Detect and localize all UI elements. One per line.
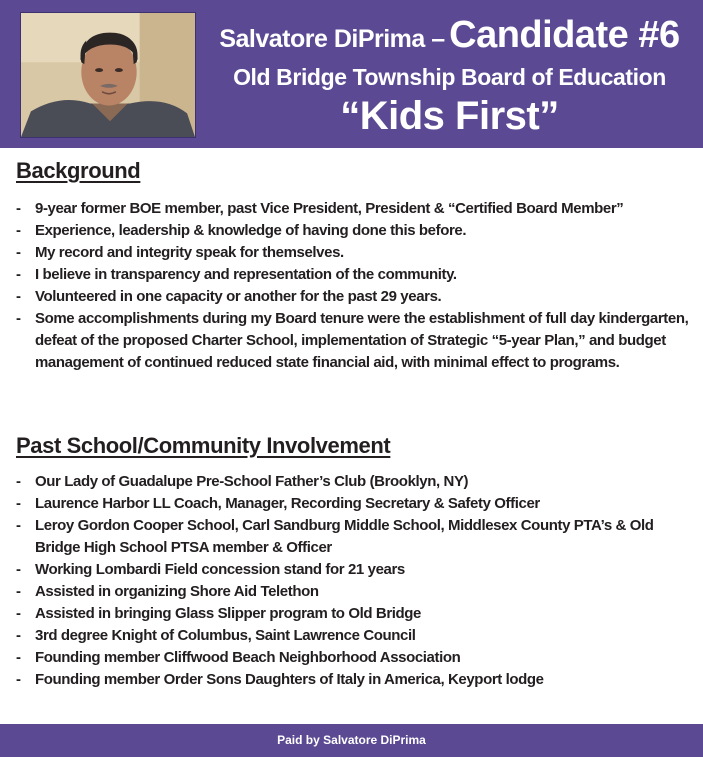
candidate-portrait-image: [21, 13, 195, 137]
header-banner: [0, 0, 703, 148]
background-heading: Background: [16, 158, 141, 183]
list-item: - Working Lombardi Field concession stand for 21 years: [16, 559, 702, 581]
list-item: - Volunteered in one capacity or another for the past 29 years.: [16, 286, 702, 308]
paid-by-notice: Paid by Salvatore DiPrima: [277, 733, 426, 747]
background-list: [16, 198, 702, 374]
candidate-photo: [20, 12, 196, 138]
board-name: Old Bridge Township Board of Education: [233, 64, 666, 90]
list-item: - 3rd degree Knight of Columbus, Saint Lawrence Council: [16, 625, 702, 647]
list-item: - Assisted in bringing Glass Slipper program to Old Bridge: [16, 603, 702, 625]
list-item: - I believe in transparency and representation of the community.: [16, 264, 702, 286]
list-item: - Laurence Harbor LL Coach, Manager, Recording Secretary & Safety Officer: [16, 493, 702, 515]
list-item: - Some accomplishments during my Board tenure were the establishment of full day kindergarten, defeat of the proposed Charter School, implementation of Strategic “5-year Plan,” and budget management of continued reduced state financial aid, with minimal effect to programs.: [16, 308, 702, 374]
list-item: - Assisted in organizing Shore Aid Telethon: [16, 581, 702, 603]
list-item: - Founding member Cliffwood Beach Neighborhood Association: [16, 647, 702, 669]
involvement-list: [16, 471, 702, 691]
header-line-name: [196, 14, 703, 57]
list-item: - Leroy Gordon Cooper School, Carl Sandburg Middle School, Middlesex County PTA’s & Old Bridge High School PTSA member & Officer: [16, 515, 702, 559]
candidate-number: Candidate #6: [449, 14, 680, 56]
list-item: - Our Lady of Guadalupe Pre-School Father’s Club (Brooklyn, NY): [16, 471, 702, 493]
list-item: - Founding member Order Sons Daughters of Italy in America, Keyport lodge: [16, 669, 702, 691]
list-item: - 9-year former BOE member, past Vice President, President & “Certified Board Member”: [16, 198, 702, 220]
footer-banner: [0, 724, 703, 757]
involvement-heading: Past School/Community Involvement: [16, 433, 391, 458]
list-item: - Experience, leadership & knowledge of having done this before.: [16, 220, 702, 242]
candidate-name: Salvatore DiPrima –: [219, 25, 445, 53]
list-item: - My record and integrity speak for themselves.: [16, 242, 702, 264]
slogan: “Kids First”: [340, 94, 559, 138]
